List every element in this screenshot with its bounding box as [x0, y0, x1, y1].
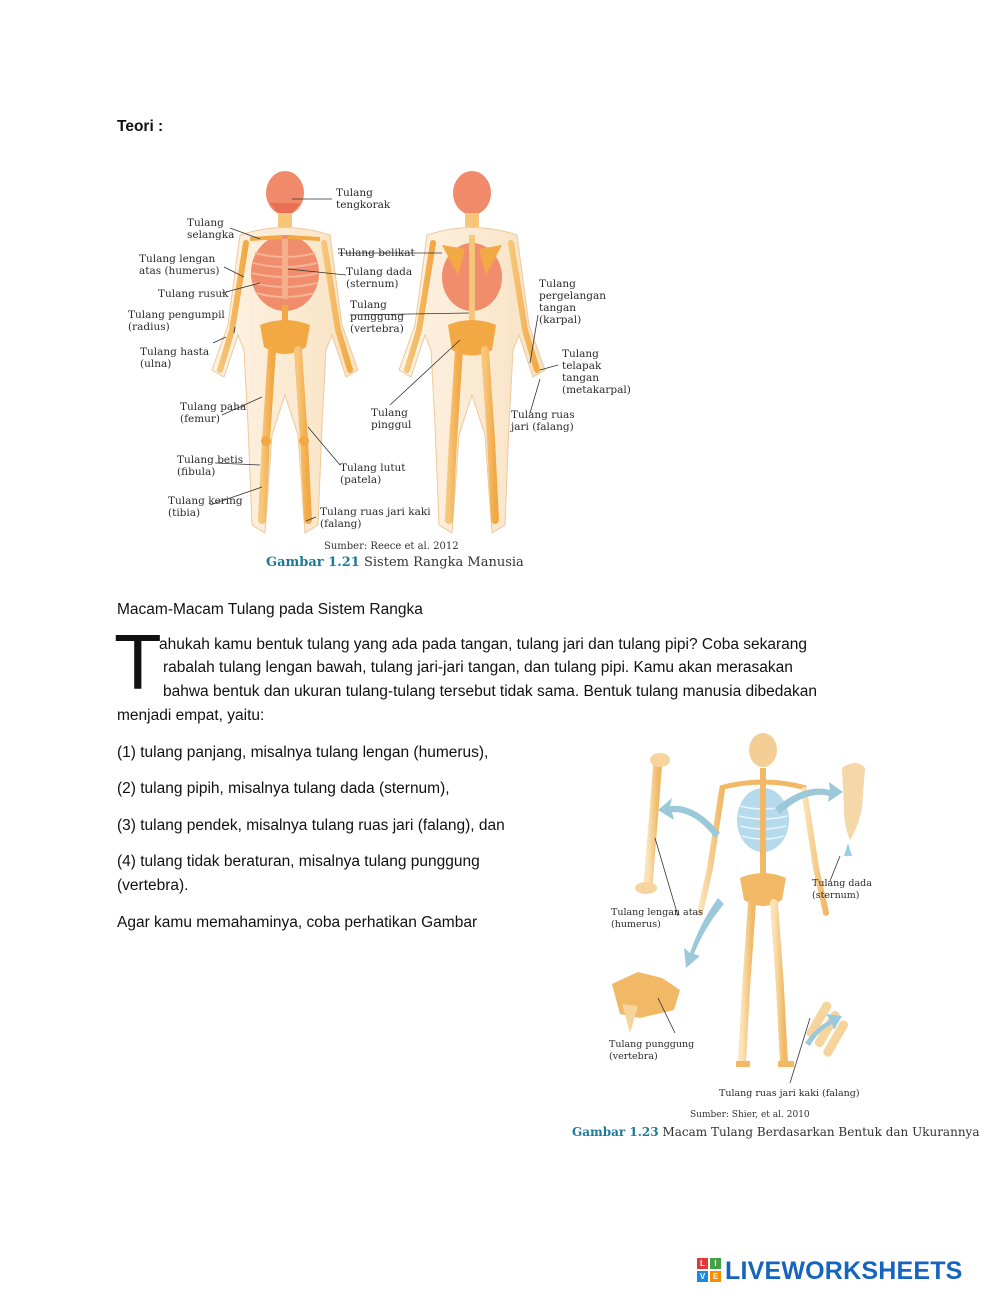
closing-text: Agar kamu memahaminya, coba perhatikan Gambar [117, 914, 478, 931]
list-item-3: (3) tulang pendek, misalnya tulang ruas jari (falang), dan [117, 817, 505, 834]
label-fig2-dada: Tulang dada (sternum) [812, 878, 872, 901]
logo-badge-l: L [697, 1258, 708, 1269]
label-telapak: Tulang telapak tangan (metakarpal) [562, 348, 631, 396]
label-fig2-lengan-atas: Tulang lengan atas (humerus) [611, 907, 704, 930]
list-item-4-cont: (vertebra). [117, 877, 189, 894]
label-lutut: Tulang lutut (patela) [340, 462, 406, 486]
logo-badge [697, 1258, 721, 1282]
label-belikat: Tulang belikat [338, 247, 415, 259]
label-punggung: Tulang punggung (vertebra) [350, 299, 404, 335]
logo-badge-i: I [710, 1258, 721, 1269]
logo-badge-e: E [710, 1271, 721, 1282]
figure2-source: Sumber: Shier, et al. 2010 [690, 1110, 810, 1120]
label-fig2-ruas-kaki: Tulang ruas jari kaki (falang) [719, 1088, 860, 1099]
paragraph-line-4: menjadi empat, yaitu: [117, 707, 265, 724]
label-selangka: Tulang selangka [187, 217, 235, 241]
label-dada: Tulang dada (sternum) [346, 266, 413, 290]
logo-badge-v: V [697, 1271, 708, 1282]
back-skeleton [399, 171, 545, 533]
label-pergelangan: Tulang pergelangan tangan (karpal) [539, 278, 607, 326]
section-title: Macam-Macam Tulang pada Sistem Rangka [117, 601, 423, 618]
figure1-source: Sumber: Reece et al. 2012 [324, 541, 459, 552]
label-pinggul: Tulang pinggul [371, 407, 412, 431]
label-tengkorak: Tulang tengkorak [336, 187, 391, 211]
paragraph-line-1: ahukah kamu bentuk tulang yang ada pada tangan, tulang jari dan tulang pipi? Coba sekarang [159, 636, 808, 653]
label-rusuk: Tulang rusuk [158, 288, 229, 300]
list-item-2: (2) tulang pipih, misalnya tulang dada (sternum), [117, 780, 450, 797]
dropcap: T [114, 618, 162, 706]
paragraph-line-3: bahwa bentuk dan ukuran tulang-tulang tersebut tidak sama. Bentuk tulang manusia dibedakan [163, 683, 818, 700]
figure2-caption-text: Macam Tulang Berdasarkan Bentuk dan Ukurannya [662, 1125, 980, 1139]
logo-text: LIVEWORKSHEETS [725, 1257, 963, 1285]
label-fig2-punggung: Tulang punggung (vertebra) [609, 1039, 695, 1062]
label-lengan-atas: Tulang lengan atas (humerus) [139, 253, 220, 277]
label-ruas-kaki: Tulang ruas jari kaki (falang) [320, 506, 431, 530]
label-paha: Tulang paha (femur) [180, 401, 247, 425]
page-heading: Teori : [117, 118, 164, 135]
label-ruas-jari: Tulang ruas jari (falang) [511, 409, 575, 433]
label-betis: Tulang betis (fibula) [177, 454, 244, 478]
figure2-caption-number: Gambar 1.23 [572, 1125, 659, 1139]
figure2-caption [572, 1125, 979, 1139]
list-item-4: (4) tulang tidak beraturan, misalnya tulang punggung [117, 853, 480, 870]
figure1-caption-number: Gambar 1.21 [266, 555, 360, 570]
liveworksheets-logo [697, 1256, 993, 1286]
figure1-caption [266, 555, 524, 570]
paragraph-line-2: rabalah tulang lengan bawah, tulang jari-jari tangan, dan tulang pipi. Kamu akan merasakan [163, 659, 793, 676]
skeleton-center [700, 733, 826, 1064]
label-pengumpil: Tulang pengumpil (radius) [128, 309, 225, 333]
figure1-caption-text: Sistem Rangka Manusia [363, 555, 524, 570]
label-hasta: Tulang hasta (ulna) [140, 346, 210, 370]
label-kering: Tulang kering (tibia) [168, 495, 243, 519]
list-item-1: (1) tulang panjang, misalnya tulang lengan (humerus), [117, 744, 489, 761]
